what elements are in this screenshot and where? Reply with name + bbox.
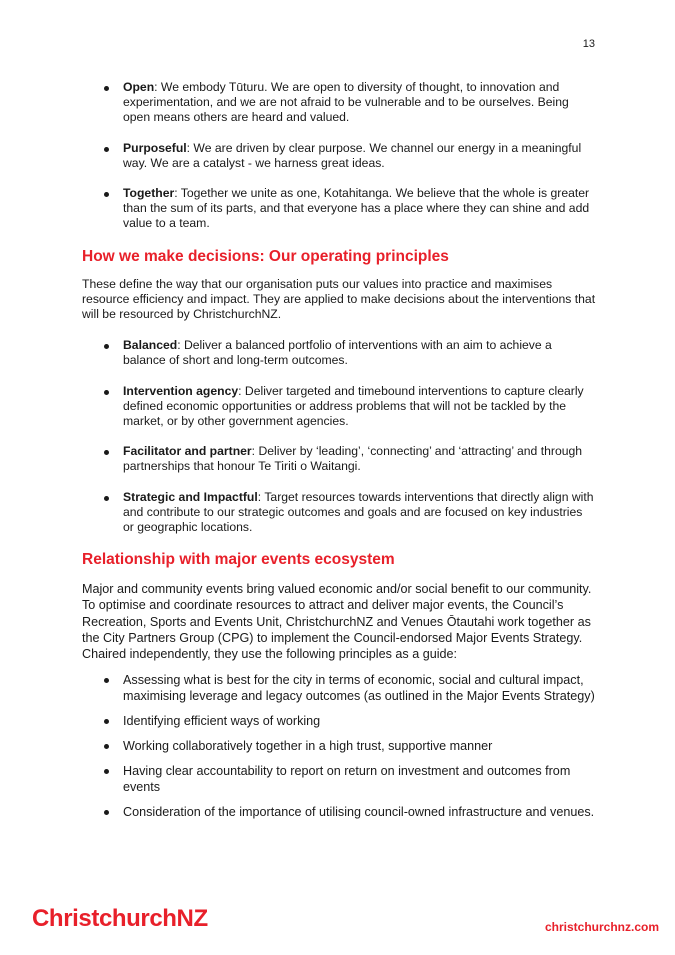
list-item bbox=[82, 338, 596, 368]
list-item bbox=[82, 444, 596, 474]
list-item bbox=[82, 80, 596, 126]
principle-text: : Deliver a balanced portfolio of interventions with an aim to achieve a balance of short and long-term outcomes. bbox=[123, 338, 552, 368]
principle-text: : Deliver targeted and timebound interventions to capture clearly defined economic opportunities or address problems that will not be tackled by the market, or by other government agencies. bbox=[123, 383, 584, 429]
list-item bbox=[82, 141, 596, 171]
list-item: Working collaboratively together in a high trust, supportive manner bbox=[82, 738, 596, 754]
list-item: Having clear accountability to report on return on investment and outcomes from events bbox=[82, 763, 596, 795]
list-item bbox=[82, 384, 596, 430]
christchurchnz-logo: ChristchurchNZ bbox=[32, 905, 208, 932]
decisions-intro: These define the way that our organisation puts our values into practice and maximises resource efficiency and impact. They are applied to make decisions about the interventions that will be resourced by ChristchurchNZ. bbox=[82, 276, 596, 322]
value-text: : We are driven by clear purpose. We channel our energy in a meaningful way. We are a catalyst - we harness great ideas. bbox=[123, 140, 582, 170]
list-item: Consideration of the importance of utilising council-owned infrastructure and venues. bbox=[82, 804, 596, 820]
page-number: 13 bbox=[582, 38, 595, 50]
principle-term: Intervention agency bbox=[123, 383, 239, 398]
page-content bbox=[82, 80, 596, 829]
list-item: Identifying efficient ways of working bbox=[82, 713, 596, 729]
principle-term: Strategic and Impactful bbox=[123, 489, 258, 504]
values-list bbox=[82, 80, 596, 232]
list-item bbox=[82, 490, 596, 536]
events-intro: Major and community events bring valued economic and/or social benefit to our community. To optimise and coordinate resources to attract and deliver major events, the Council’s Recreation, Sports and Events Unit, ChristchurchNZ and Venues Ōtautahi work together as the City Partners Group (CPG) to implement the Council-endorsed Major Events Strategy. Chaired independently, they use the following principles as a guide: bbox=[82, 582, 592, 662]
decisions-heading: How we make decisions: Our operating principles bbox=[82, 247, 449, 265]
principle-term: Balanced bbox=[123, 338, 178, 353]
website-link[interactable]: christchurchnz.com bbox=[544, 920, 659, 934]
value-term: Open bbox=[123, 80, 155, 94]
list-item bbox=[82, 186, 596, 232]
events-heading: Relationship with major events ecosystem bbox=[82, 551, 395, 569]
list-item: Assessing what is best for the city in terms of economic, social and cultural impact, maximising leverage and legacy outcomes (as outlined in the Major Events Strategy) bbox=[82, 672, 596, 704]
value-text: : Together we unite as one, Kotahitanga. We believe that the whole is greater than the sum of its parts, and that everyone has a place where they can shine and add value to a team. bbox=[123, 186, 590, 231]
value-term: Purposeful bbox=[123, 140, 187, 155]
events-principles-list bbox=[82, 672, 596, 820]
value-text: : We embody Tūturu. We are open to diversity of thought, to innovation and experimentation, and we are not afraid to be vulnerable and to be ourselves. Being open means others are heard and valued. bbox=[123, 80, 569, 125]
value-term: Together bbox=[123, 186, 175, 201]
principle-text: : Deliver by ‘leading’, ‘connecting’ and ‘attracting’ and through partnerships that honour Te Tiriti o Waitangi. bbox=[123, 444, 583, 474]
principle-text: : Target resources towards interventions that directly align with and contribute to our strategic outcomes and goals and are focused on key industries or geographic locations. bbox=[123, 489, 594, 535]
principles-list bbox=[82, 338, 596, 535]
principle-term: Facilitator and partner bbox=[123, 444, 252, 459]
